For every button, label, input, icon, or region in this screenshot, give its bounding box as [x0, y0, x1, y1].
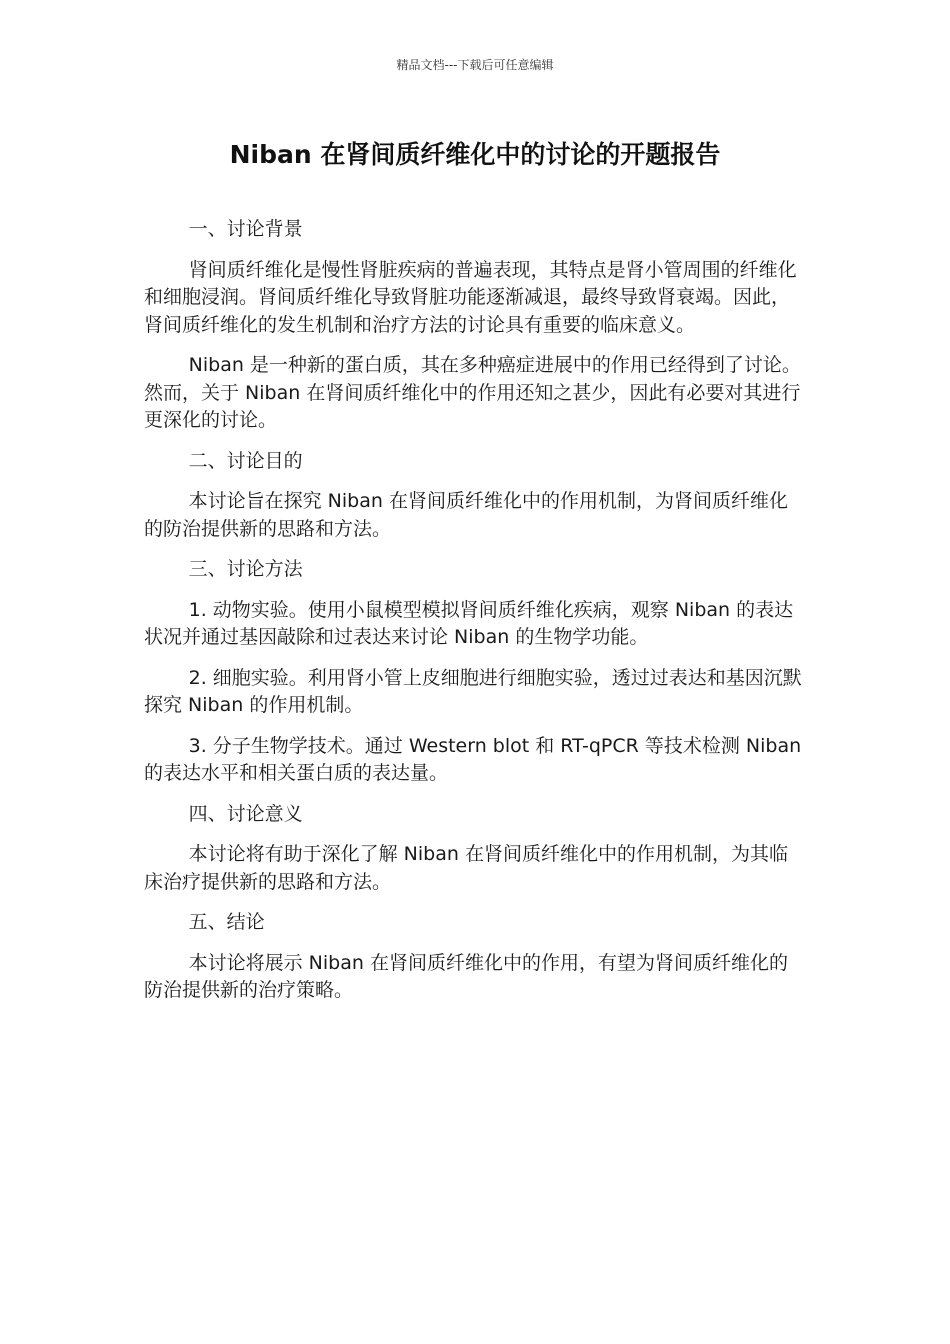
section-heading: 三、讨论方法 [188, 558, 303, 580]
document-body [144, 216, 806, 1018]
header-note: 精品文档---下载后可任意编辑 [396, 58, 554, 72]
body-paragraph: 3. 分子生物学技术。通过 Western blot 和 RT-qPCR 等技术检测 Niban 的表达水平和相关蛋白质的表达量。 [144, 734, 802, 784]
section-heading: 二、讨论目的 [188, 449, 303, 472]
section-heading: 四、讨论意义 [188, 802, 303, 825]
document-title: Niban 在肾间质纤维化中的讨论的开题报告 [229, 140, 721, 169]
body-paragraph: 本讨论将有助于深化了解 Niban 在肾间质纤维化中的作用机制，为其临床治疗提供新的思路和方法。 [144, 843, 788, 893]
body-paragraph: 1. 动物实验。使用小鼠模型模拟肾间质纤维化疾病，观察 Niban 的表达状况并通过基因敲除和过表达来讨论 Niban 的生物学功能。 [144, 598, 794, 648]
section-heading: 一、讨论背景 [188, 218, 303, 240]
body-paragraph: 肾间质纤维化是慢性肾脏疾病的普遍表现，其特点是肾小管周围的纤维化和细胞浸润。肾间质纤维化导致肾脏功能逐渐减退，最终导致肾衰竭。因此，肾间质纤维化的发生机制和治疗方法的讨论具有重要的临床意义。 [144, 258, 797, 336]
body-paragraph: 2. 细胞实验。利用肾小管上皮细胞进行细胞实验，透过过表达和基因沉默探究 Niban 的作用机制。 [144, 666, 802, 716]
body-paragraph: 本讨论旨在探究 Niban 在肾间质纤维化中的作用机制，为肾间质纤维化的防治提供新的思路和方法。 [144, 490, 788, 540]
body-paragraph: Niban 是一种新的蛋白质，其在多种癌症进展中的作用已经得到了讨论。然而，关于 Niban 在肾间质纤维化中的作用还知之甚少，因此有必要对其进行更深化的讨论。 [144, 354, 801, 431]
body-paragraph: 本讨论将展示 Niban 在肾间质纤维化中的作用，有望为肾间质纤维化的防治提供新的治疗策略。 [144, 951, 788, 1001]
section-heading: 五、结论 [188, 911, 265, 933]
